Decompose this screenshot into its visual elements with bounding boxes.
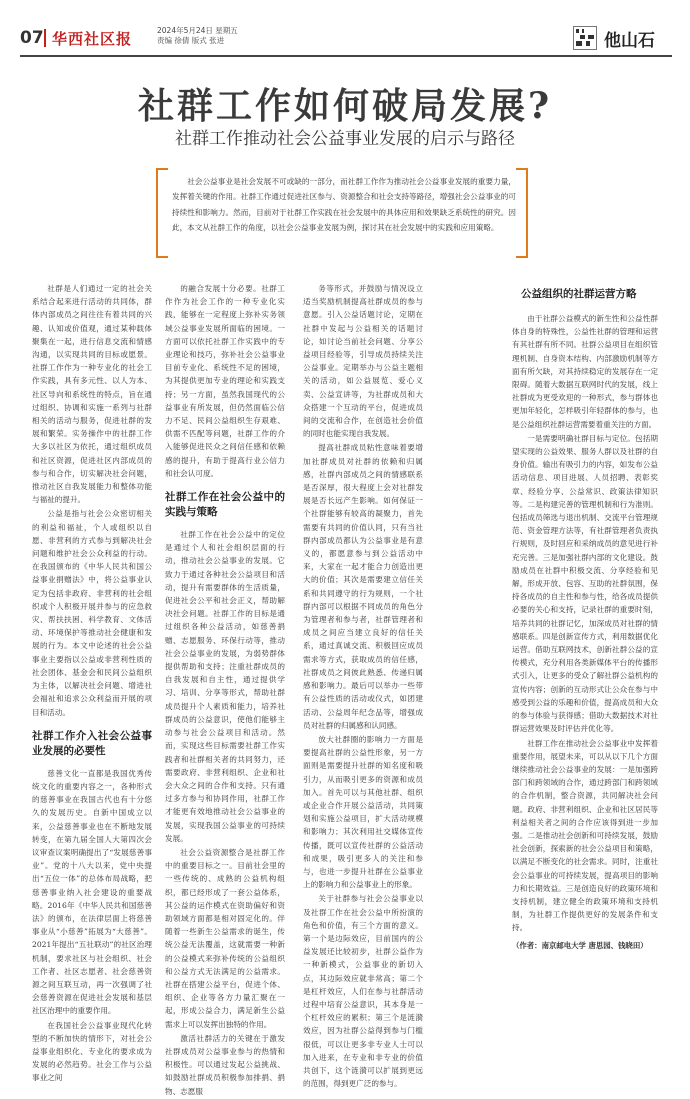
paragraph: 放大社群圈的影响力一方面是要提高社群的公益性形象，另一方面则是需要提升社群的知名度和吸引力，从而吸引更多的资源和成员加入。首先可以与其他社群、组织或企业合作开展公益活动，共同策划和实施公益项目，扩大活动规模和影响力；其次利用社交媒体宣传传播，既可以宣传社群的公益活动和成果，吸引更多人的关注和参与，也进一步提升社群在公益事业上的影响力和公益事业上的形象。 xyxy=(303,734,423,890)
abstract-bracket-right xyxy=(516,168,528,258)
issue-date: 2024年5月24日 星期五 xyxy=(157,26,238,35)
paragraph: 的融合发展十分必要。社群工作作为社会工作的一种专业化实践，能够在一定程度上弥补实务领域公益事业发展所面临的困境。一方面可以依托社群工作实践中的专业理论和技巧，弥补社会公益事业目前专业化、系统性不足的困境，为其提供更加专业的理论和实践支持；另一方面，虽然我国现代的公益事业有所发展，但仍然面临公信力不足、民间公益组织生存艰难、供需不匹配等问题，社群工作的介入能够促进民众之间信任感和依赖感的提升，有助于提高行业公信力和社会认可度。 xyxy=(165,284,285,478)
section-heading: 社群工作介入社会公益事业发展的必要性 xyxy=(32,729,152,757)
paragraph: 务等形式，并鼓励与情况设立适当奖励机制提高社群成员的参与意愿。引入公益话题讨论，定期在社群中发起与公益相关的话题讨论，如讨论当前社会问题、分享公益项目经验等，引导成员持续关注公益事业。定期举办与公益主题相关的活动，如公益展览、爱心义卖、公益宣讲等，为社群成员和大众搭建一个互动的平台，促进成员间的交流和合作，在创造社会价值的同时也能实现自我发展。 xyxy=(303,284,423,439)
paragraph: 社会公益资源整合是社群工作中的重要目标之一。目前社会里的一些传统的、成熟的公益机构组织，都已经形成了一套公益体系，其公益的运作模式在资助偏好和资助领域方面都是相对固定化的。伴随着一些新生公益需求的诞生，传统公益无法覆盖，这就需要一种新的公益模式来弥补传统的公益组织和公益方式无法满足的公益需求。社群在搭建公益平台，促进个体、组织、企业等各方力量汇聚在一起，形成公益合力，满足新生公益需求上可以发挥出独特的作用。 xyxy=(165,847,285,1029)
body-column-3 xyxy=(303,282,423,1091)
paragraph: 社群是人们通过一定的社会关系结合起来进行活动的共同体，群体内部成员之间往往有着共同的兴趣、认知或价值观，通过某种载体聚集在一起，进行信息交流和情感沟通，以实现共同的目标或愿景。社群工作作为一种专业化的社会工作实践，具有多元性、以人为本、社区导向和系统性的特点，旨在通过组织、协调和实施一系列与社群相关的活动与服务，促进社群的发展和繁荣。实务操作中的社群工作大多以社区为依托，通过组织成员和社区资源，促进社区内部成员的参与和合作，切实解决社会问题，推动社区自我发展能力和整体功能与福祉的提升。 xyxy=(32,284,152,505)
section-heading: 社群工作在社会公益中的实践与策略 xyxy=(165,491,285,519)
column-name: 他山石 xyxy=(604,31,655,51)
paragraph: 一是需要明确社群目标与定位。包括期望实现的公益效果、服务人群以及社群的自身价值。输出有吸引力的内容，如发布公益活动信息、项目进展、人员招聘、表彰奖章、经验分享、公益常识、政策法律知识等。二是构建完善的管理机制和行为准则。包括成员筛选与退出机制、交流平台管理规范、资金管理方法等，有社群管理者负责执行规则，及时回应和采纳成员的意见进行补充完善。三是加强社群内部的文化建设。鼓励成员在社群中积极交流、分享经验和见解，形成开放、包容、互助的社群氛围，保持各成员的自主性和参与性，给各成员提供必要的关心和支持，记录社群的重要时刻，培养共同的社群记忆，加深成员对社群的情感联系。四是创新宣传方式，利用数据优化运营。借助互联网技术，创新社群公益的宣传模式，充分利用各类新媒体平台的传播形式引入，让更多的受众了解社群公益机构的宣传内容；创新的互动形式让公众在参与中感受到公益的乐趣和价值，提高成员和大众的参与体验与获得感；借助大数据技术对社群运营效果及时评估并优化等。 xyxy=(512,433,658,734)
article-title: 社群工作如何破局发展? xyxy=(137,85,553,127)
dateline xyxy=(157,26,238,46)
abstract-box xyxy=(162,168,522,258)
abstract-bracket-left xyxy=(156,168,168,258)
page-header xyxy=(20,26,672,52)
body-column-2 xyxy=(165,282,285,1099)
qr-code-icon xyxy=(573,26,597,50)
paragraph: 公益是指与社会公众密切相关的利益和福祉，个人或组织以自愿、非营利的方式参与到解决社会问题和维护社会公众利益的行动。在我国颁布的《中华人民共和国公益事业捐赠法》中，将公益事业认定为包括非政府、非营利的社会组织或个人积极开展并参与的应急救灾、帮扶扶困、科学教育、文体活动、环境保护等推动社会健康和发展的行为。本文中论述的社会公益事业主要指以公益或非营利性质的社会团体、基金会和民间公益组织为主体，以解决社会问题、增进社会福祉和追求公众利益而开展的项目和活动。 xyxy=(32,509,152,717)
article-subtitle: 社群工作推动社会公益事业发展的启示与路径 xyxy=(175,129,515,149)
header-rule xyxy=(20,55,672,57)
paragraph: 社群工作在社会公益中的定位是通过个人和社会组织层面的行动，推动社会公益事业的发展。它致力于通过各种社会公益项目和活动，提升有需要群体的生活质量，促进社会公平和社会正义，帮助解决社会问题。社群工作的目标是通过组织各种公益活动，如慈善捐赠、志愿服务、环保行动等，推动社会公益事业的发展，为弱势群体提供帮助和支持；注重社群成员的自我发展和自主性，通过提供学习、培训、分享等形式，帮助社群成员提升个人素质和能力，培养社群成员的公益意识，使他们能够主动参与社会公益项目和活动。然而，实现这些目标需要社群工作实践者和社群相关者的共同努力，还需要政府、非营利组织、企业和社会大众之间的合作和支持。只有通过多方参与和协同作用，社群工作才能更有效地推动社会公益事业的发展，实现我国公益事业的可持续发展。 xyxy=(165,530,285,843)
abstract-text: 社会公益事业是社会发展不可或缺的一部分，而社群工作作为推动社会公益事业发展的重要力量，发挥着关键的作用。社群工作通过促进社区参与、资源整合和社会支持等路径，增强社会公益事业的可持续性和影响力。然而，目前对于社群工作实践在社会发展中的具体应用和效果缺乏系统性的研究。因此，本文从社群工作的角度，以社会公益事业发展为例，探讨其在社会发展中的实践和应用策略。 xyxy=(172,177,516,232)
newspaper-brand: 华西社区报 xyxy=(52,30,133,48)
paragraph: 由于社群公益模式的新生性和公益性群体自身的特殊性，公益性社群的管理和运营有其社群有所不同。社群公益项目在组织管理机制、自身资本结构、内部激励机制等方面有所欠缺，对其持续稳定的发展存在一定限碍。随着大数据互联网时代的发展，线上社群成为更受欢迎的一种形式，参与群体也更加年轻化，怎样吸引年轻群体的参与，也是公益组织社群运营需要着重关注的方面。 xyxy=(512,314,658,429)
section-heading: 公益组织的社群运营方略 xyxy=(521,288,637,300)
author-credit: （作者：南京邮电大学 唐思园、钱晓田） xyxy=(512,940,648,950)
body-column-1 xyxy=(32,282,152,1086)
paragraph: 慈善文化一直都是我国优秀传统文化的重要内容之一，各种形式的慈善事业在我国古代也有十分悠久的发展历史。自新中国成立以来，公益慈善事业也在不断地发展转变，在第九届全国人大第四次会议审查议案明确提出了“发展慈善事业”。党的十八大以来，党中央提出“五位一体”的总体布局战略，把慈善事业纳入社会建设的重要战略。2016年《中华人民共和国慈善法》的颁布，在法律层面上将慈善事业从“小慈善”拓展为“大慈善”。2021年提出“五社联动”的社区治理机制，要求社区与社会组织、社会工作者、社区志愿者、社会慈善资源之间互联互动，再一次强调了社会慈善资源在促进社会发展和基层社区治理中的重要作用。 xyxy=(32,768,152,1016)
paragraph: 社群工作在推动社会公益事业中发挥着重要作用，展望未来，可以从以下几个方面继续推动社会公益事业的发展：一是加强跨部门和跨领域的合作，通过跨部门和跨领域的合作机制，整合资源，共同解决社会问题。政府、非营利组织、企业和社区居民等利益相关者之间的合作应该得到进一步加强。二是推动社会创新和可持续发展，鼓励社会创新，探索新的社会公益项目和策略，以满足不断变化的社会需求。同时，注重社会公益事业的可持续发展，提高项目的影响力和长期效益。三是创造良好的政策环境和支持机制，建立健全的政策环境和支持机制，为社群工作提供更好的发展条件和支持。 xyxy=(512,738,658,933)
editor-credits: 责编 徐倩 版式 张进 xyxy=(157,36,225,45)
paragraph: 激活社群活力的关键在于激发社群成员对公益事业参与的热情和积极性。可以通过发起公益挑战、如鼓励社群成员积极参加排捐、捐物、志愿服 xyxy=(165,1033,285,1096)
page-number-divider xyxy=(44,29,46,47)
paragraph: 关于社群参与社会公益事业以及社群工作在社会公益中所扮演的角色和价值，有三个方面的意义。第一个是边际效应，目前国内的公益发展还比较初步，社群公益作为一种新模式，公益事业的新切入点，其边际效应就非常高；第二个是杠杆效应，人们在参与社群活动过程中培育公益意识，其本身是一个杠杆效应的累积；第三个是涟漪效应，因为社群公益得到参与门槛很低，可以让更多非专业人士可以加入进来，在专业和非专业的价值共创下，这个涟漪可以扩展到更远的范围，得到更广泛的参与。 xyxy=(303,894,423,1089)
body-column-4 xyxy=(512,312,658,953)
paragraph: 提高社群成员粘性意味着要增加社群成员对社群的依赖和归属感，社群内部成员之间的情感联系是否深厚，很大程度上会对社群发展是否长远产生影响。如何保证一个社群能够有较高的凝聚力，首先需要有共同的价值认同，只有当社群内部成员都认为公益事业是有意义的，都愿意参与到公益活动中来，大家在一起才能合力创造出更大的价值；其次是需要建立信任关系和共同遵守的行为规则，一个社群内部可以根据不同成员的角色分为管理者和参与者，社群管理者和成员之间应当建立良好的信任关系，通过真诚交流、积极回应成员需求等方式，获取成员的信任感，社群成员之间彼此熟悉、传递归属感和影响力。最后可以举办一些带有公益性质的活动或仪式，如团建活动、公益周年纪念品等，增强成员对社群的归属感和认同感。 xyxy=(303,443,423,730)
paragraph: 在我国社会公益事业现代化转型的不断加快的情形下，对社会公益事业组织化、专业化的要求成为发展的必然趋势。社会工作与公益事业之间 xyxy=(32,1020,152,1083)
page-number: 07 xyxy=(20,28,44,48)
